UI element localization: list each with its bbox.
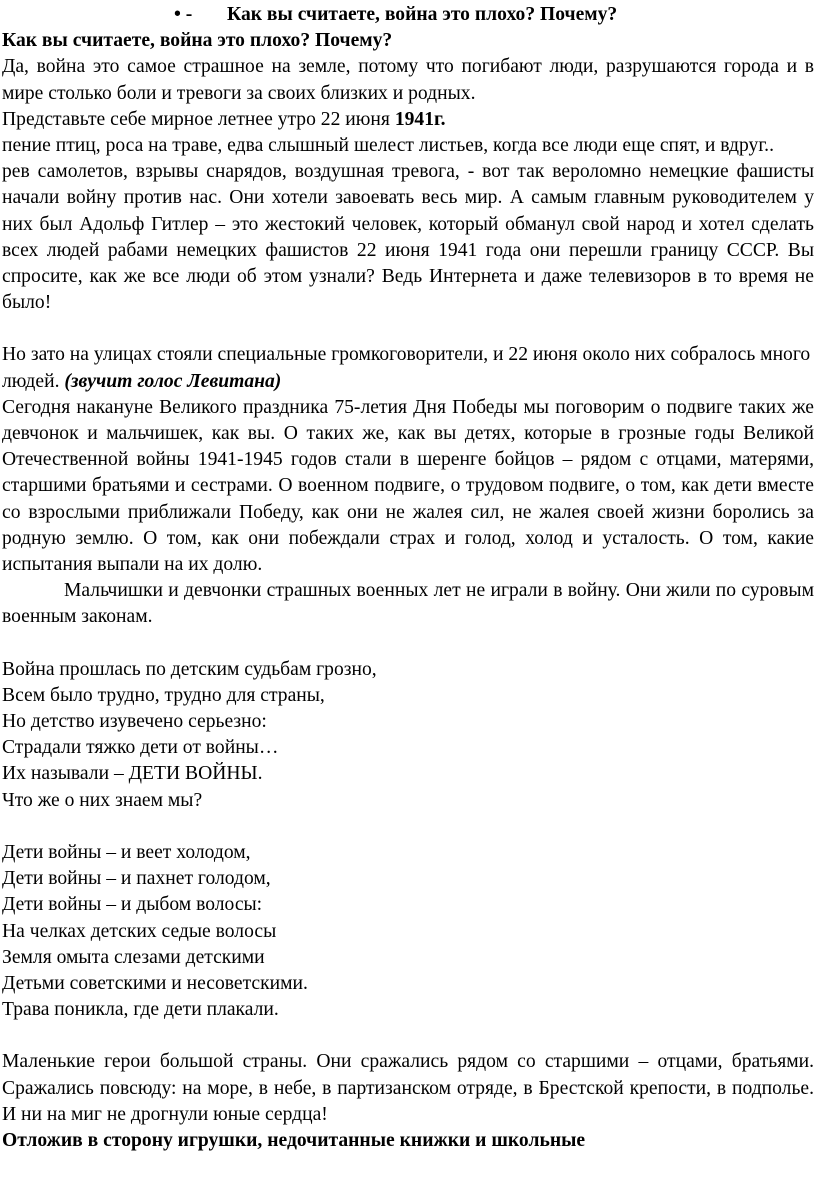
paragraph-2-date: 1941г. [394, 108, 446, 130]
paragraph-6: Сегодня накануне Великого праздника 75-летия Дня Победы мы поговорим о подвиге таких же девчонок и мальчишек, как вы. О таких же, как вы детях, которые в грозные годы Великой Отечественной войны 1941-1945 годов стали в шеренге бойцов – рядом с отцами, матерями, старшими братьями и сестрами. О военном подвиге, о трудовом подвиге, о том, как дети вместе со взрослыми приближали Победу, как они не жалея сил, не жалея своей жизни боролись за родную землю. О том, как они побеждали страх и голод, холод и усталость. О том, какие испытания выпали на их долю. [2, 396, 814, 576]
poem-line: Что же о них знаем мы? [2, 789, 203, 811]
poem-stanza-1 [2, 657, 814, 814]
poem-line: На челках детских седые волосы [2, 920, 277, 942]
poem-line: Трава поникла, где дети плакали. [2, 999, 279, 1021]
paragraph-7: Мальчишки и девчонки страшных военных лет не играли в войну. Они жили по суровым военным законам. [2, 580, 814, 628]
paragraph-2-text: Представьте себе мирное летнее утро 22 июня [2, 108, 395, 130]
blank-line [2, 631, 814, 657]
blank-line [2, 316, 814, 342]
paragraph-5 [2, 342, 814, 394]
paragraph-5-text: Но зато на улицах стояли специальные громкоговорители, и 22 июня около них собралось много людей. [2, 344, 811, 392]
poem-line: Война прошлась по детским судьбам грозно, [2, 658, 377, 680]
paragraph-5-note: (звучит голос Левитана) [64, 370, 282, 392]
paragraph-4: рев самолетов, взрывы снарядов, воздушная тревога, - вот так вероломно немецкие фашисты начали войну против нас. Они хотели завоевать весь мир. А самым главным руководителем у них был Адольф Гитлер – это жестокий человек, который обманул свой народ и хотел сделать всех людей рабами немецких фашистов 22 июня 1941 года они перешли границу СССР. Вы спросите, как же все люди об этом узнали? Ведь Интернета и даже телевизоров в то время не было! [2, 161, 814, 314]
poem-line: Детьми советскими и несоветскими. [2, 972, 308, 994]
question-line: Как вы считаете, война это плохо? Почему? [2, 30, 393, 52]
blank-line [2, 1023, 814, 1049]
poem-stanza-2 [2, 840, 814, 1023]
poem-line: Их называли – ДЕТИ ВОЙНЫ. [2, 763, 263, 785]
poem-line: Дети войны – и пахнет голодом, [2, 868, 271, 890]
poem-line: Страдали тяжко дети от войны… [2, 737, 279, 759]
poem-line: Дети войны – и веет холодом, [2, 841, 251, 863]
poem-line: Но детство изувечено серьезно: [2, 711, 267, 733]
paragraph-1: Да, война это самое страшное на земле, потому что погибают люди, разрушаются города и в мире столько боли и тревоги за своих близких и родных. [2, 56, 814, 104]
document-page [2, 2, 814, 1154]
heading [2, 2, 814, 28]
paragraph-2 [2, 107, 814, 133]
blank-line [2, 814, 814, 840]
poem-line: Земля омыта слезами детскими [2, 946, 265, 968]
poem-line: Дети войны – и дыбом волосы: [2, 894, 263, 916]
paragraph-8: Маленькие герои большой страны. Они сражались рядом со старшими – отцами, братьями. Сражались повсюду: на море, в небе, в партизанском отряде, в Брестской крепости, в подполье. И ни на миг не дрогнули юные сердца! [2, 1051, 814, 1125]
bullet-icon: • - [174, 4, 193, 25]
poem-line: Всем было трудно, трудно для страны, [2, 684, 325, 706]
heading-text: Как вы считаете, война это плохо? Почему? [227, 4, 618, 25]
paragraph-3: пение птиц, роса на траве, едва слышный шелест листьев, когда все люди еще спят, и вдруг.. [2, 135, 774, 157]
paragraph-9: Отложив в сторону игрушки, недочитанные книжки и школьные [2, 1129, 586, 1151]
